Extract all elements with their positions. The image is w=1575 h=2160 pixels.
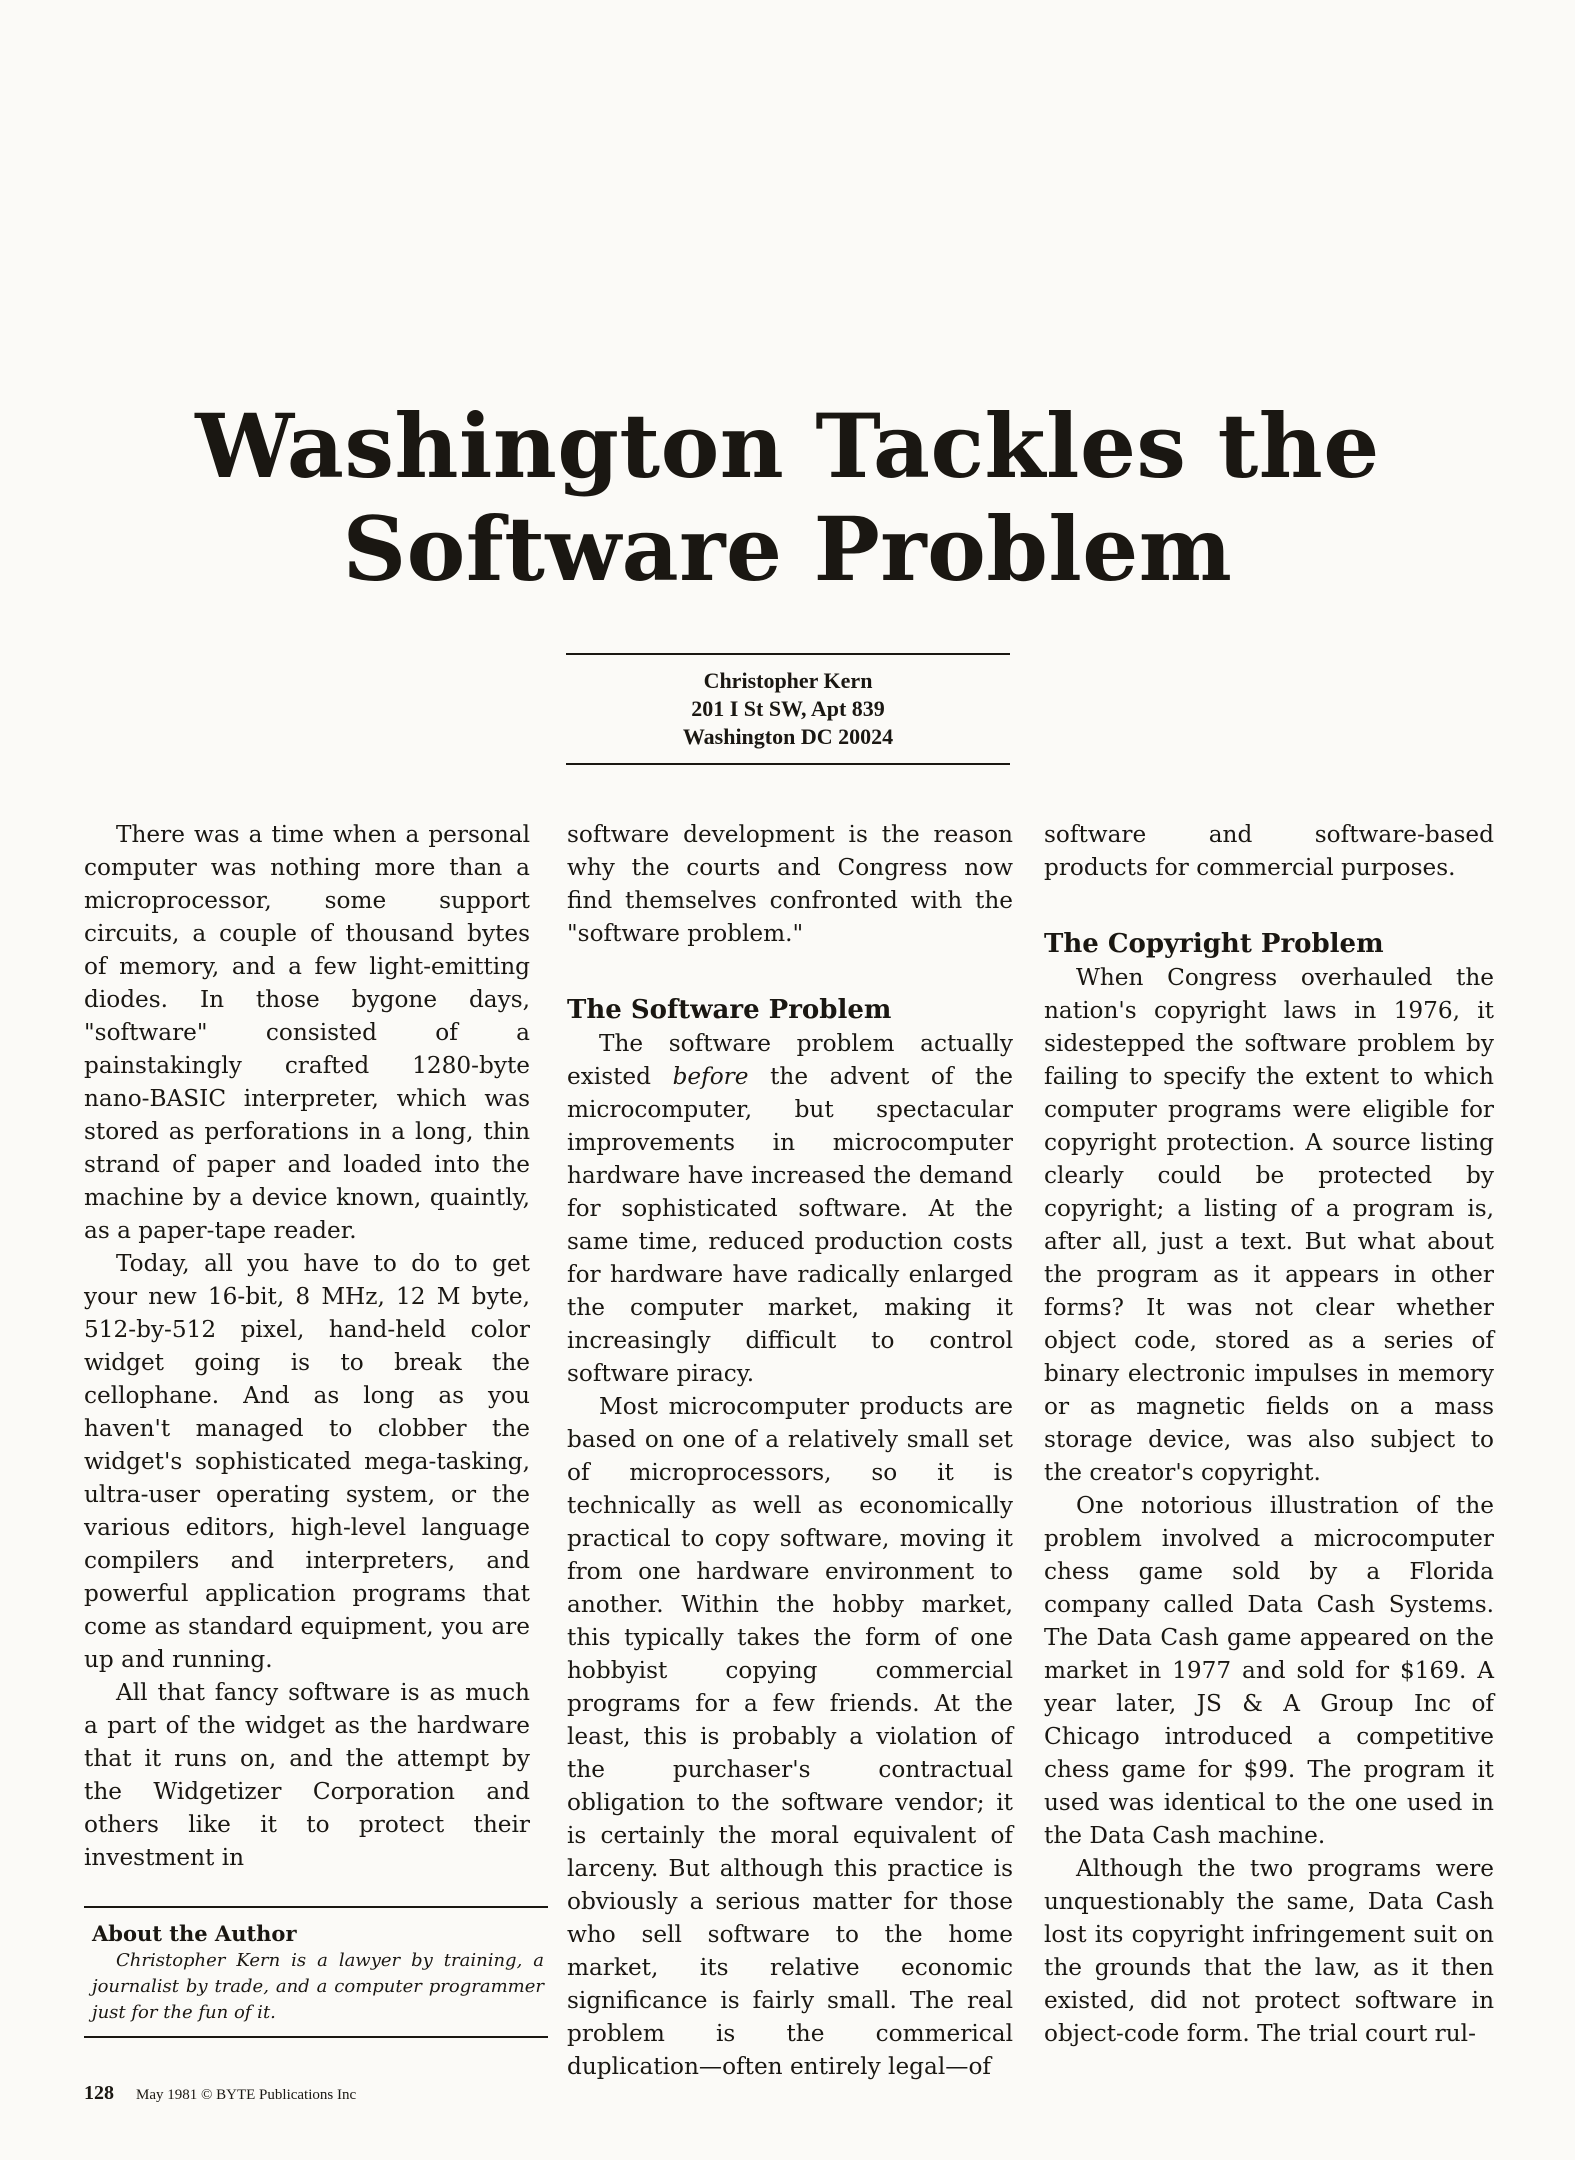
title-line-2: Software Problem: [342, 497, 1233, 601]
page-footer: [84, 2082, 356, 2105]
title-line-1: Washington Tackles the: [195, 394, 1380, 498]
paragraph: Today, all you have to do to get your new 16-bit, 8 MHz, 12 M byte, 512-by-512 pixel, hand-held color widget going is to break the cellophane. And as long as you haven't managed to clobber the widget's sophisticated mega-tasking, ultra-user operating system, or the various editors, high-level language compilers and interpreters, and powerful application programs that come as standard equipment, you are up and running.: [84, 1250, 530, 1673]
paragraph: All that fancy software is as much a part of the widget as the hardware that it runs on, and the attempt by the Widgetizer Corporation and others like it to protect their investment in: [84, 1679, 530, 1871]
article-column-1: [84, 818, 530, 1874]
paragraph: Although the two programs were unquestionably the same, Data Cash lost its copyright infringement suit on the grounds that the law, as it then existed, did not protect software in object-code form. The trial court rul-: [1044, 1855, 1494, 2047]
article-column-2: [567, 818, 1013, 2083]
article-title: [0, 395, 1575, 601]
paragraph: software and software-based products for commercial purposes.: [1044, 821, 1494, 881]
paragraph: There was a time when a personal computer was nothing more than a microprocessor, some support circuits, a couple of thousand bytes of memory, and a few light-emitting diodes. In those bygone days, "software" consisted of a painstakingly crafted 1280-byte nano-BASIC interpreter, which was stored as perforations in a long, thin strand of paper and loaded into the machine by a device known, quaintly, as a paper-tape reader.: [84, 821, 530, 1244]
paragraph: One notorious illustration of the problem involved a microcomputer chess game sold by a Florida company called Data Cash Systems. The Data Cash game appeared on the market in 1977 and sold for $169. A year later, JS & A Group Inc of Chicago introduced a competitive chess game for $99. The program it used was identical to the one used in the Data Cash machine.: [1044, 1492, 1494, 1849]
author-address-line-1: 201 I St SW, Apt 839: [691, 696, 885, 721]
author-byline: [566, 653, 1010, 765]
paragraph: Most microcomputer products are based on one of a relatively small set of microprocessors, so it is technically as well as economically practical to copy software, moving it from one hardware environment to another. Within the hobby market, this typically takes the form of one hobbyist copying commercial programs for a few friends. At the least, this is probably a violation of the purchaser's contractual obligation to the software vendor; it is certainly the moral equivalent of larceny. But although this practice is obviously a serious matter for those who sell software to the home market, its relative economic significance is fairly small. The real problem is the commerical duplication—often entirely legal—of: [567, 1393, 1013, 2080]
page-number: 128: [84, 2082, 114, 2104]
text-run: The software problem actually existed: [567, 1030, 1013, 1090]
paragraph: When Congress overhauled the nation's copyright laws in 1976, it sidestepped the software problem by failing to specify the extent to which computer programs were eligible for copyright protection. A source listing clearly could be protected by copyright; a listing of a program is, after all, just a text. But what about the program as it appears in other forms? It was not clear whether object code, stored as a series of binary electronic impulses in memory or as magnetic fields on a mass storage device, was also subject to the creator's copyright.: [1044, 964, 1494, 1486]
section-heading-software-problem: The Software Problem: [567, 995, 892, 1025]
publication-info: May 1981 © BYTE Publications Inc: [136, 2087, 357, 2103]
about-author-text: Christopher Kern is a lawyer by training, a journalist by trade, and a computer programmer just for the fun of it.: [92, 1950, 544, 2023]
article-column-3: [1044, 818, 1494, 2050]
paragraph: software development is the reason why the courts and Congress now find themselves confronted with the "software problem.": [567, 821, 1013, 947]
about-author-box: [84, 1906, 548, 2038]
author-name: Christopher Kern: [703, 668, 873, 693]
text-run: the advent of the microcomputer, but spectacular improvements in microcomputer hardware have increased the demand for sophisticated software. At the same time, reduced production costs for hardware have radically enlarged the computer market, making it increasingly difficult to control software piracy.: [567, 1063, 1014, 1387]
paragraph: [567, 1027, 1013, 1390]
about-author-heading: About the Author: [92, 1921, 297, 1946]
author-address-line-2: Washington DC 20024: [682, 724, 894, 749]
section-heading-copyright-problem: The Copyright Problem: [1044, 929, 1384, 959]
emphasis-text: before: [672, 1063, 749, 1090]
